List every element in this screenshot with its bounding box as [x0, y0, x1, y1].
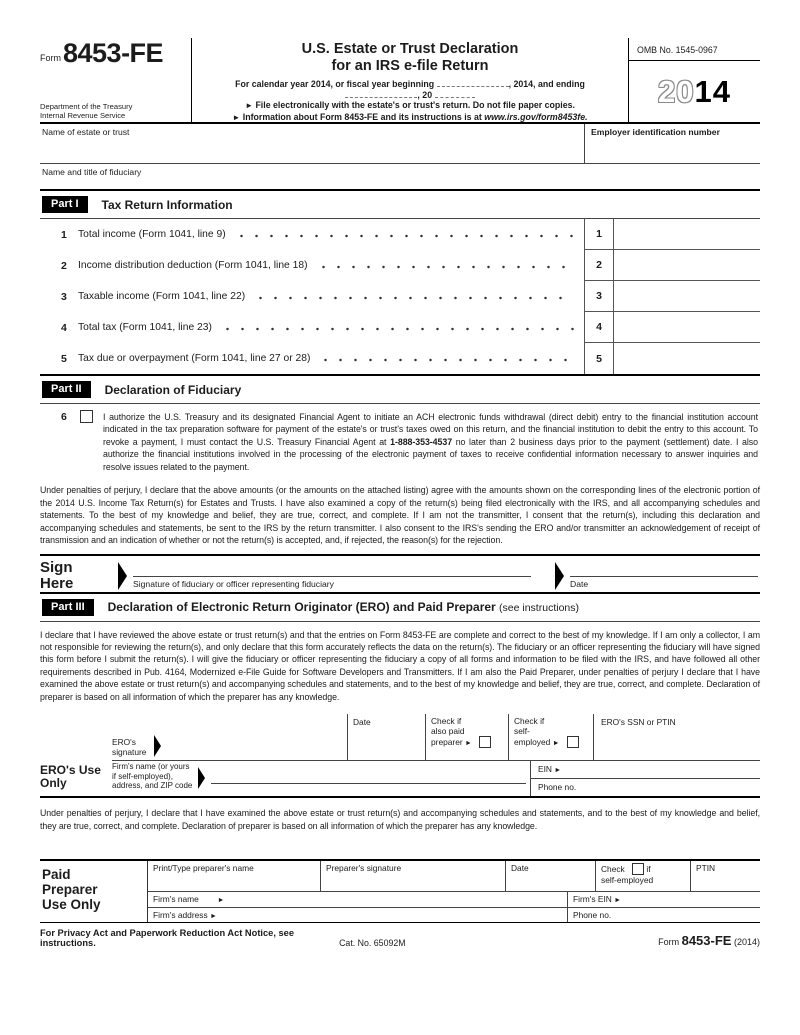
- firm-ein-label: Firm's EIN: [573, 894, 612, 905]
- ero-firm-line2: if self-employed),: [112, 771, 173, 781]
- ero-row1: [40, 714, 760, 761]
- pointer-icon: ►: [552, 740, 560, 748]
- paid-word: Paid: [42, 867, 71, 883]
- pointer-icon: ►: [209, 913, 217, 921]
- ach-authorization-text: [103, 411, 758, 473]
- line1-amount-input[interactable]: [614, 219, 760, 249]
- ptin-label: PTIN: [696, 863, 716, 874]
- line5-box: 5: [584, 343, 614, 374]
- omb-number: OMB No. 1545-0967: [629, 38, 760, 61]
- estate-name-label: Name of estate or trust: [42, 127, 130, 137]
- line3-amount-input[interactable]: [614, 281, 760, 311]
- sign-here-block: [40, 554, 760, 594]
- pointer-icon: ►: [554, 767, 562, 775]
- self-employed-word: self-employed: [601, 875, 654, 886]
- check1-line3: [431, 736, 508, 749]
- preparer-row2: [148, 892, 760, 908]
- efile-bullet-text: File electronically with the estate's or trust's return. Do not file paper copies.: [255, 100, 575, 110]
- line4-number: 4: [61, 321, 67, 334]
- form-header: [40, 38, 760, 124]
- line5-row: [40, 343, 760, 374]
- line1-left: [40, 219, 584, 250]
- ero-ein-input[interactable]: [531, 761, 760, 779]
- preparer-name-label: Print/Type preparer's name: [153, 863, 254, 874]
- line4-left: [40, 312, 584, 343]
- check-word: Check: [601, 864, 625, 875]
- form-content: [40, 38, 760, 948]
- line3-row: [40, 281, 760, 312]
- ero-row2: [40, 761, 760, 796]
- paid-preparer-body: [148, 861, 760, 922]
- line3-right: [584, 281, 760, 312]
- line2-number: 2: [61, 259, 67, 272]
- line1-right: [584, 219, 760, 250]
- form-title-block: [192, 38, 628, 122]
- ero-ein-label: EIN: [538, 764, 552, 775]
- fiscal-begin-input[interactable]: [437, 78, 509, 87]
- auth-text-before: I authorize the U.S. Treasury and its designated Financial Agent to initiate an ACH electronic funds withdrawal (direct debit) entry to the financial institution account indicated in the tax preparation software for payment of the estate's or trust's taxes owed on this return, and the financial institution to debit the entry to this account. To revoke a payment, I must contact the U.S. Treasury Financial Agent at: [103, 412, 758, 447]
- also-paid-preparer-cell: [425, 714, 508, 760]
- pointer-icon: ►: [232, 112, 241, 122]
- part3-badge: Part III: [42, 599, 94, 616]
- part2-header: [40, 376, 760, 404]
- ero-self-employed-checkbox[interactable]: [567, 736, 579, 748]
- info-bullet: [198, 112, 622, 124]
- firm-phone-label: Phone no.: [573, 910, 612, 921]
- ach-authorization-checkbox[interactable]: [80, 410, 93, 423]
- line4-label: Total tax (Form 1041, line 23): [78, 322, 212, 333]
- ero-row1-cells: [112, 714, 760, 761]
- line4-amount-input[interactable]: [614, 312, 760, 342]
- pointer-icon: ►: [464, 740, 472, 748]
- date-arrow-icon: [555, 562, 564, 590]
- footer-form-number: 8453-FE: [681, 933, 732, 949]
- ero-use-only-label: [40, 761, 112, 796]
- signature-date-input[interactable]: [564, 556, 760, 592]
- form-title-line1: U.S. Estate or Trust Declaration: [301, 41, 519, 57]
- ero-date-input[interactable]: [347, 714, 425, 760]
- firm-phone-input[interactable]: [567, 908, 760, 922]
- footer-form-year: (2014): [733, 937, 760, 948]
- preparer-row1: [148, 861, 760, 892]
- ero-phone-label: Phone no.: [538, 782, 577, 793]
- ero-firm-write-line[interactable]: [211, 762, 526, 784]
- firm-address-input[interactable]: [148, 908, 567, 922]
- also-paid-preparer-checkbox[interactable]: [479, 736, 491, 748]
- dot-leader: [220, 322, 574, 334]
- line1-label: Total income (Form 1041, line 9): [78, 229, 226, 240]
- ero-self-employed-cell: [508, 714, 593, 760]
- treasury-agent-phone: 1-888-353-4537: [390, 436, 453, 447]
- part1-title: Tax Return Information: [101, 197, 233, 212]
- line3-box: 3: [584, 281, 614, 311]
- part3-note: (see instructions): [499, 602, 579, 615]
- line5-number: 5: [61, 352, 67, 365]
- footer-form-word: Form: [658, 937, 680, 948]
- fiduciary-perjury-text: Under penalties of perjury, I declare that the above amounts (or the amounts on the attached listing) agree with the amounts shown on the corresponding lines of the electronic portion of the 2014 U.S. Income Tax Return(s) for Estates and Trusts. I have also examined a copy of the return(s) being filed electronically with the IRS, and all accompanying schedules and statements. To the best of my knowledge and belief, they are true, correct, and complete. If I am not the transmitter, I consent that the return(s), including this declaration and accompanying schedules and statements, be sent to the IRS by the return transmitter. I also consent to the IRS's sending the ERO and/or transmitter an acknowledgement of receipt of transmission and an indication of whether or not the return(s) is accepted, and, if rejected, the reason(s) for the rejection.: [40, 485, 760, 546]
- fiduciary-name-input[interactable]: [40, 164, 760, 191]
- sign-word: Sign: [40, 558, 73, 576]
- dot-leader: [318, 353, 574, 365]
- firm-name-input[interactable]: [148, 892, 567, 907]
- line4-box: 4: [584, 312, 614, 342]
- fiscal-year-input[interactable]: [435, 89, 475, 98]
- preparer-word: Preparer: [42, 882, 98, 898]
- ero-signature-arrow-icon: [154, 735, 161, 757]
- part2-badge: Part II: [42, 381, 91, 398]
- preparer-self-employed-checkbox[interactable]: [632, 863, 644, 875]
- check1-word: preparer: [431, 737, 463, 748]
- preparer-self-employed-cell: [595, 861, 690, 891]
- department-lines: [40, 102, 187, 120]
- preparer-perjury-text: Under penalties of perjury, I declare that I have examined the above estate or trust return(s) and accompanying schedules and statements, and to the best of my knowledge and belief, they are true, correct, and complete. Declaration of preparer is based on all information of which the preparer has any knowledge.: [40, 808, 760, 831]
- ero-declaration-text: I declare that I have reviewed the above estate or trust return(s) and that the entries on Form 8453-FE are complete and correct to the best of my knowledge. If I am only a collector, I am not responsible for reviewing the return(s), and only declare that this form accurately reflects the data on the return(s). The fiduciary or an officer representing the fiduciary will have signed this form before I submit the return(s). I will give the fiduciary or officer representing the fiduciary a copy of all forms and information to be filed with the IRS, and have followed all other requirements described in Pub. 4164, Modernized e-File Guide for Software Developers and Transmitters. If I am also the Paid Preparer, under penalties of perjury I declare that I have examined the above estate or trust return(s) and accompanying schedules and statements, and to the best of my knowledge and belief, they are true, correct, and complete. Declaration of preparer is based on all information of which the preparer has any knowledge.: [40, 629, 760, 702]
- tax-year: [629, 61, 760, 122]
- line5-left: [40, 343, 584, 374]
- ein-input[interactable]: [584, 124, 760, 163]
- signature-date-caption: Date: [570, 576, 758, 589]
- ero-sig-line1: ERO's: [112, 737, 136, 748]
- form-word: Form: [40, 53, 61, 63]
- fiduciary-signature-input[interactable]: [127, 556, 555, 592]
- line2-amount-input[interactable]: [614, 250, 760, 280]
- pointer-icon: ►: [614, 897, 622, 905]
- signature-arrow-icon: [118, 562, 127, 590]
- line6-number: 6: [61, 411, 67, 423]
- check2-word: employed: [514, 737, 551, 748]
- part2-title: Declaration of Fiduciary: [104, 382, 242, 397]
- line3-left: [40, 281, 584, 312]
- pointer-icon: ►: [217, 897, 225, 905]
- check2-line2: self-: [514, 725, 530, 736]
- fiduciary-signature-caption: Signature of fiduciary or officer representing fiduciary: [133, 576, 531, 589]
- pointer-icon: ►: [245, 101, 253, 110]
- paid-preparer-label: [40, 861, 148, 922]
- ero-use-line2: Only: [40, 776, 67, 791]
- paid-preparer-table: [40, 859, 760, 923]
- dept-line1: Department of the Treasury: [40, 102, 133, 111]
- part3-header: [40, 594, 760, 622]
- auth-text-after: no later than 2 business days prior to the payment (settlement) date. I also authorize the financial institutions involved in the processing of the electronic payment of taxes to receive confidential information necessary to answer inquiries and resolve issues related to the payment.: [103, 436, 758, 472]
- estate-name-input[interactable]: [40, 124, 584, 163]
- dot-leader: [253, 291, 574, 303]
- line5-amount-input[interactable]: [614, 343, 760, 374]
- preparer-date-input[interactable]: [505, 861, 595, 891]
- info-bullet-text: Information about Form 8453-FE and its instructions is at: [242, 111, 485, 122]
- if-word: if: [646, 864, 651, 875]
- fiduciary-label: Name and title of fiduciary: [42, 167, 142, 177]
- ero-phone-input[interactable]: [531, 779, 760, 796]
- line3-number: 3: [61, 290, 67, 303]
- line1-box: 1: [584, 219, 614, 249]
- irs-url: www.irs.gov/form8453fe.: [484, 111, 588, 122]
- privacy-notice: For Privacy Act and Paperwork Reduction Act Notice, see instructions.: [40, 928, 295, 949]
- calendar-seg2: , 2014, and ending: [508, 79, 585, 89]
- dept-line2: Internal Revenue Service: [40, 111, 126, 120]
- ero-ssn-label: ERO's SSN or PTIN: [601, 717, 676, 728]
- fiscal-end-input[interactable]: [345, 89, 417, 98]
- part1-lines: [40, 219, 760, 376]
- part3-title: [108, 600, 579, 614]
- preparer-name-input[interactable]: [148, 861, 320, 891]
- year-outline: 20: [658, 73, 695, 109]
- line2-row: [40, 250, 760, 281]
- ero-use-only-table: [40, 714, 760, 798]
- ero-firm-line1: Firm's name (or yours: [112, 762, 190, 772]
- ero-firm-input[interactable]: [112, 761, 530, 796]
- ero-firm-line3: address, and ZIP code: [112, 780, 193, 790]
- line1-number: 1: [61, 228, 67, 241]
- footer-form-id: [538, 933, 760, 948]
- catalog-number: Cat. No. 65092M: [339, 938, 406, 949]
- form-number-row: [40, 40, 187, 66]
- line2-label: Income distribution deduction (Form 1041, line 18): [78, 260, 308, 271]
- line5-right: [584, 343, 760, 374]
- line2-left: [40, 250, 584, 281]
- preparer-signature-label: Preparer's signature: [326, 863, 402, 874]
- dot-leader: [316, 260, 574, 272]
- firm-ein-input[interactable]: [567, 892, 760, 907]
- part3-title-text: Declaration of Electronic Return Originator (ERO) and Paid Preparer: [107, 600, 496, 615]
- omb-year-block: [628, 38, 760, 122]
- line6-row: [40, 404, 760, 475]
- check1-line1: Check if: [431, 716, 462, 727]
- line3-label: Taxable income (Form 1041, line 22): [78, 291, 246, 302]
- ero-signature-label: [112, 737, 154, 757]
- ein-label: Employer identification number: [591, 127, 720, 137]
- ero-use-line1: ERO's Use: [40, 763, 101, 778]
- calendar-seg1: For calendar year 2014, or fiscal year beginning: [235, 79, 435, 89]
- dot-leader: [234, 229, 574, 241]
- firm-address-label: Firm's address: [153, 910, 208, 921]
- ero-ssn-input[interactable]: [593, 714, 760, 760]
- page-footer: [40, 928, 760, 948]
- year-solid: 14: [694, 73, 731, 109]
- check2-line1: Check if: [514, 716, 545, 727]
- ero-firm-arrow-icon: [198, 767, 205, 789]
- part1-badge: Part I: [42, 196, 88, 213]
- line4-row: [40, 312, 760, 343]
- line1-row: [40, 219, 760, 250]
- form-title-line2: for an IRS e-file Return: [331, 57, 489, 74]
- ero-sig-line2: signature: [112, 747, 147, 758]
- here-word: Here: [40, 574, 74, 592]
- ero-signature-input[interactable]: [112, 714, 347, 760]
- use-only-word: Use Only: [42, 897, 101, 913]
- estate-name-row: [40, 124, 760, 164]
- ptin-input[interactable]: [690, 861, 760, 891]
- sign-here-label: [40, 556, 118, 592]
- part1-header: [40, 191, 760, 219]
- ero-firm-label: [112, 762, 198, 796]
- preparer-date-label: Date: [511, 863, 529, 874]
- preparer-signature-input[interactable]: [320, 861, 505, 891]
- line2-right: [584, 250, 760, 281]
- calendar-seg3: , 20: [417, 90, 433, 100]
- ero-row1-spacer: [40, 714, 112, 761]
- firm-name-label: Firm's name: [153, 894, 199, 905]
- line2-box: 2: [584, 250, 614, 280]
- check2-line3: [514, 736, 593, 749]
- line4-right: [584, 312, 760, 343]
- check1-line2: also paid: [431, 725, 465, 736]
- ero-date-label: Date: [353, 717, 371, 728]
- preparer-row3: [148, 908, 760, 922]
- form-number-block: [40, 38, 192, 122]
- calendar-year-line: [198, 78, 622, 100]
- ero-ein-phone-cells: [530, 761, 760, 796]
- efile-bullet: [198, 100, 622, 112]
- line5-label: Tax due or overpayment (Form 1041, line 27 or 28): [78, 353, 311, 364]
- form-number: 8453-FE: [63, 38, 164, 68]
